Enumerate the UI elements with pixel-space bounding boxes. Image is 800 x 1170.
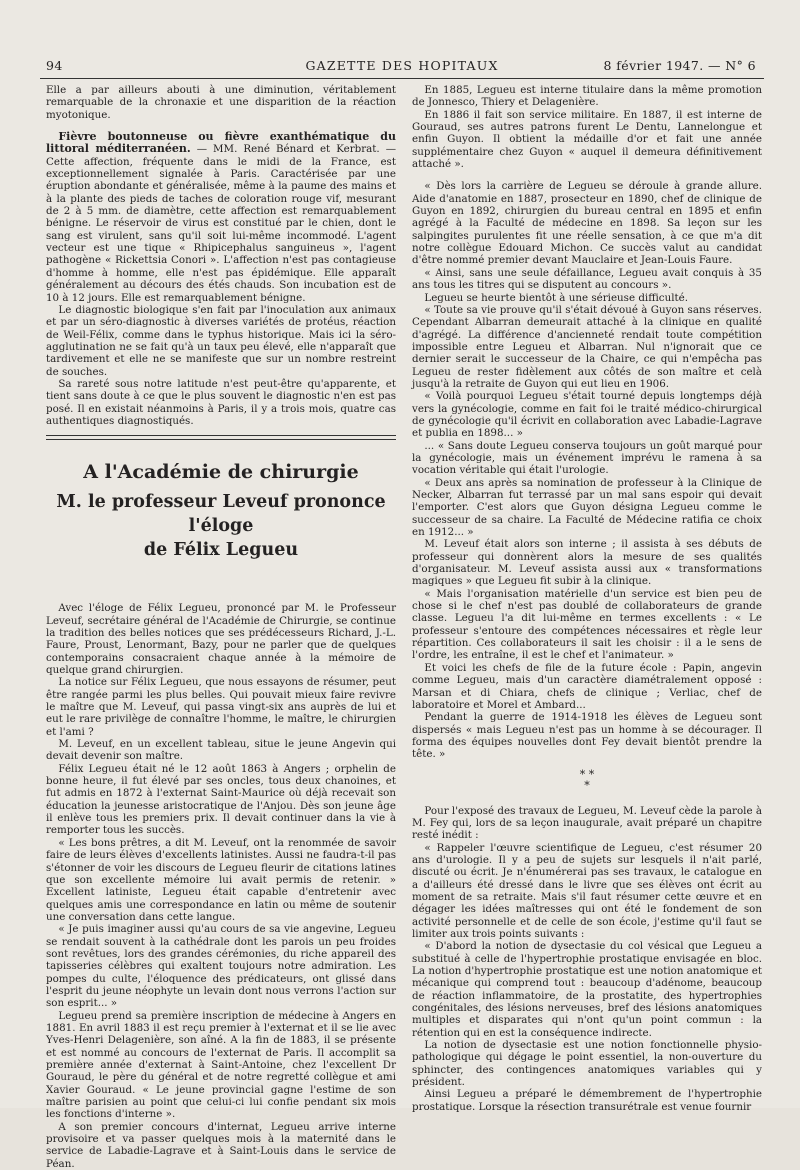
article-paragraph: Félix Legueu était né le 12 août 1863 à Angers ; orphelin de bonne heure, il fut élevé par ses oncles, tous deux chanoines, et fut admis en 1872 à l'externat Saint-Maurice où déjà recevait son éducation la jeunesse aristocratique de l'Anjou. Dès son jeune âge il enlève tous les premiers prix. Il devait continuer dans la vie à remporter tous les succès. [46, 762, 396, 837]
article-paragraph: « Mais l'organisation matérielle d'un service est bien peu de chose si le chef n'est pas doublé de collaborateurs de grande classe. Legueu l'a dit lui-même en termes excellents : « Le professeur s'entoure des compétences nécessaires et règle leur répartition. Ces collaborateurs il sait les choisir : il a le sens de l'ordre, les entraîne, il est le chef et l'animateur. » [412, 587, 762, 662]
article-title-line-1: M. le professeur Leveuf prononce l'éloge [56, 492, 386, 537]
article-paragraph: « Dès lors la carrière de Legueu se déroule à grande allure. Aide d'anatomie en 1887, prosecteur en 1890, chef de clinique de Guyon en 1892, chirurgien du bureau central en 1895 et enfin agrégé à la Faculté de médecine en 1898. Sa leçon sur les salpingites purulentes fit une réelle sensation, à ce que m'a dit notre collègue Edouard Michon. Ce succès valut au candidat d'être nommé premier devant Mauclaire et Jean-Louis Faure. [412, 180, 762, 267]
article-paragraph: En 1886 il fait son service militaire. En 1887, il est interne de Gouraud, ses autres patrons furent Le Dentu, Lannelongue et enfin Guyon. Il obtient la médaille d'or et fait une année supplémentaire chez Guyon « auquel il demeura définitivement attaché ». [412, 108, 762, 171]
article-paragraph: « Je puis imaginer aussi qu'au cours de sa vie angevine, Legueu se rendait souvent à la cathédrale dont les parois un peu froides sont revêtues, lors des grandes cérémonies, du riche appareil des tapisseries célèbres qui exaltent toujours notre admiration. Les pompes du culte, l'éloquence des prédicateurs, ont glissé dans l'esprit du jeune néophyte un levain dont nous verrons l'action sur son esprit... » [46, 923, 396, 1010]
journal-title: GAZETTE DES HOPITAUX [305, 58, 499, 73]
page-number: 94 [46, 58, 63, 73]
right-column [412, 84, 762, 1113]
rarete-paragraph: Sa rareté sous notre latitude n'est peut-être qu'apparente, et tient sans doute à ce que le plus souvent le diagnostic n'en est pas posé. Il en existait néanmoins à Paris, il y a trois mois, quatre cas authentiques diagnostiqués. [46, 377, 396, 427]
article-paragraph: Legueu se heurte bientôt à une sérieuse difficulté. [424, 291, 689, 304]
diagnostic-paragraph: Le diagnostic biologique s'en fait par l'inoculation aux animaux et par un séro-diagnostic à diverses variétés de protéus, réaction de Weil-Félix, comme dans le typhus historique. Mais ici la séro-agglutination ne se fait qu'à un taux peu élevé, elle n'apparaît que tardivement et elle ne se manifeste que sur un nombre restreint de souches. [46, 303, 396, 378]
article-paragraph: Legueu prend sa première inscription de médecine à Angers en 1881. En avril 1883 il est reçu premier à l'externat et il se lie avec Yves-Henri Delagenière, son aîné. A la fin de 1883, il se présente et est nommé au concours de l'externat de Paris. Il accomplit sa première année d'externat à Saint-Antoine, chez l'excellent Dr Gouraud, le père du général et de notre regretté collègue et ami Xavier Gouraud. « Le jeune provincial gagne l'estime de son maître parisien au point que celui-ci lui confie pendant six mois les fonctions d'interne ». [46, 1009, 396, 1121]
fievre-text: — MM. René Bénard et Kerbrat. — Cette affection, fréquente dans le midi de la France, est exceptionnellement signalée à Paris. Caractérisée par une éruption abondante et généralisée, même à la paume des mains et à la plante des pieds de taches de coloration rouge vif, mesurant de 2 à 5 mm. de diamètre, cette affection est remarquablement bénigne. Le réservoir de virus est constitué par le chien, dont le sang est virulent, sans qu'il soit lui-même incommodé. L'agent vecteur est une tique « Rhipicephalus sanguineus », l'agent pathogène « Rickettsia Conori ». L'affection n'est pas contagieuse d'homme à homme, elle n'est pas épidémique. Elle apparaît généralement au décours des étés chauds. Son incubation est de 10 à 12 jours. Elle est remarquablement bénigne. [46, 143, 397, 304]
article-paragraph: ... « Sans doute Legueu conserva toujours un goût marqué pour la gynécologie, mais un événement imprévu le ramena à sa vocation véritable qui était l'urologie. [412, 439, 762, 477]
article-paragraph: « Voilà pourquoi Legueu s'était tourné depuis longtemps déjà vers la gynécologie, comme en fait foi le traité médico-chirurgical de gynécologie qu'il écrivit en collaboration avec Labadie-Lagrave et publia en 1898... » [412, 390, 762, 440]
article-paragraph: « Rappeler l'œuvre scientifique de Legueu, c'est résumer 20 ans d'urologie. Il y a peu de sujets sur lesquels il n'ait parlé, discuté ou écrit. Je n'énumérerai pas ses travaux, le catalogue en a d'ailleurs été dressé dans le livre que ses élèves ont écrit au moment de sa retraite. Mais s'il faut résumer cette œuvre et en dégager les idées maîtresses qui ont été le fondement de son activité personnelle et de celle de son école, j'estime qu'il faut se limiter aux trois points suivants : [412, 841, 762, 940]
article-paragraph: A son premier concours d'internat, Legueu arrive interne provisoire et va passer quelques mois à la maternité dans le service de Labadie-Lagrave et à Saint-Louis dans le service de Péan. [46, 1120, 396, 1170]
issue-date: 8 février 1947. — N° 6 [603, 58, 756, 73]
article-paragraph: « Deux ans après sa nomination de professeur à la Clinique de Necker, Albarran fut terrassé par un mal sans espoir qui devait l'emporter. C'est alors que Guyon désigna Legueu comme le successeur de sa chaire. La Faculté de Médecine ratifia ce choix en 1912... » [412, 476, 762, 539]
section-divider [46, 435, 396, 440]
article-paragraph: Et voici les chefs de file de la future école : Papin, angevin comme Legueu, mais d'un caractère diamétralement opposé : Marsan et di Chiara, chefs de clinique ; Verliac, chef de laboratoire et Morel et Ambard... [412, 661, 762, 711]
section-stars: * * * [579, 767, 595, 792]
article-paragraph: La notion de dysectasie est une notion fonctionnelle physio-pathologique qui dégage le point essentiel, la non-ouverture du sphincter, des contingences anatomiques variables qui y président. [412, 1039, 762, 1089]
article-paragraph: Pendant la guerre de 1914-1918 les élèves de Legueu sont dispersés « mais Legueu n'est pas un homme à se décourager. Il forma des équipes nouvelles dont Fey devait bientôt prendre la tête. » [412, 711, 762, 761]
article-paragraph: M. Leveuf était alors son interne ; il assista à ses débuts de professeur qui donnèrent alors la mesure de ses qualités d'organisateur. M. Leveuf assista aussi aux « transformations magiques » que Legueu fit subir à la clinique. [412, 538, 762, 588]
page-header [40, 58, 764, 79]
article-title-line-2: de Félix Legueu [143, 540, 299, 561]
article-paragraph: « Toute sa vie prouve qu'il s'était dévoué à Guyon sans réserves. Cependant Albarran demeurait attaché à la clinique en qualité d'agrégé. La différence d'ancienneté rendait toute compétition impossible entre Legueu et Albarran. Nul n'ignorait que ce dernier serait le successeur de la Chaire, ce qui n'empêcha pas Legueu de rester fidèlement aux côtés de son maître et celà jusqu'à la retraite de Guyon qui eut lieu en 1906. [412, 303, 762, 390]
article-paragraph: Ainsi Legueu a préparé le démembrement de l'hypertrophie prostatique. Lorsque la résection transurétrale est venue fournir [412, 1088, 762, 1113]
article-paragraph: « Ainsi, sans une seule défaillance, Legueu avait conquis à 35 ans tous les titres qui se disputent au concours ». [412, 266, 762, 292]
fievre-paragraph [46, 131, 396, 304]
article-paragraph: M. Leveuf, en un excellent tableau, situe le jeune Angevin qui devait devenir son maître. [46, 738, 396, 763]
article-title [46, 490, 396, 562]
article-paragraph: En 1885, Legueu est interne titulaire dans la même promotion de Jonnesco, Thiery et Delagenière. [412, 84, 762, 109]
article-paragraph: « D'abord la notion de dysectasie du col vésical que Legueu a substitué à celle de l'hypertrophie prostatique envisagée en bloc. La notion d'hypertrophie prostatique est une notion anatomique et mécanique qui comprend tout : beaucoup d'adénome, beaucoup de réaction inflammatoire, de la prostatite, des hypertrophies congénitales, des lésions nerveuses, bref des lésions anatomiques multiples et disparates qui n'ont qu'un point commun : la rétention qui en est la conséquence indirecte. [412, 940, 762, 1039]
article-paragraph: « Les bons prêtres, a dit M. Leveuf, ont la renommée de savoir faire de leurs élèves d'excellents latinistes. Aussi ne faudra-t-il pas s'étonner de voir les discours de Legueu fleurir de citations latines que son excellente mémoire lui avait permis de retenir. » Excellent latiniste, Legueu était capable d'entretenir avec quelques amis une correspondance en latin ou même de soutenir une conversation dans cette langue. [46, 836, 396, 923]
left-column [46, 84, 396, 1170]
article-kicker: A l'Académie de chirurgie [83, 461, 359, 484]
article-paragraph: Avec l'éloge de Félix Legueu, prononcé par M. le Professeur Leveuf, secrétaire général de l'Académie de Chirurgie, se continue la tradition des belles notices que ses prédécesseurs Richard, J.-L. Faure, Proust, Lenormant, Bazy, pour ne parler que de quelques contemporains consacraient chaque année à la mémoire de quelque grand chirurgien. [46, 602, 396, 676]
article-paragraph: Pour l'exposé des travaux de Legueu, M. Leveuf cède la parole à M. Fey qui, lors de sa leçon inaugurale, avait préparé un chapitre resté inédit : [412, 804, 762, 842]
intro-paragraph: Elle a par ailleurs abouti à une diminution, véritablement remarquable de la chronaxie et une disparition de la réaction myotonique. [46, 84, 396, 121]
fievre-heading: Fièvre boutonneuse ou fièvre exanthématique du littoral méditerranéen. [46, 130, 396, 156]
article-paragraph: La notice sur Félix Legueu, que nous essayons de résumer, peut être rangée parmi les plus belles. Qui pouvait mieux faire revivre le maître que M. Leveuf, qui passa vingt-six ans auprès de lui et eut le rare privilège de connaître l'homme, le maître, le chirurgien et l'ami ? [46, 676, 396, 738]
